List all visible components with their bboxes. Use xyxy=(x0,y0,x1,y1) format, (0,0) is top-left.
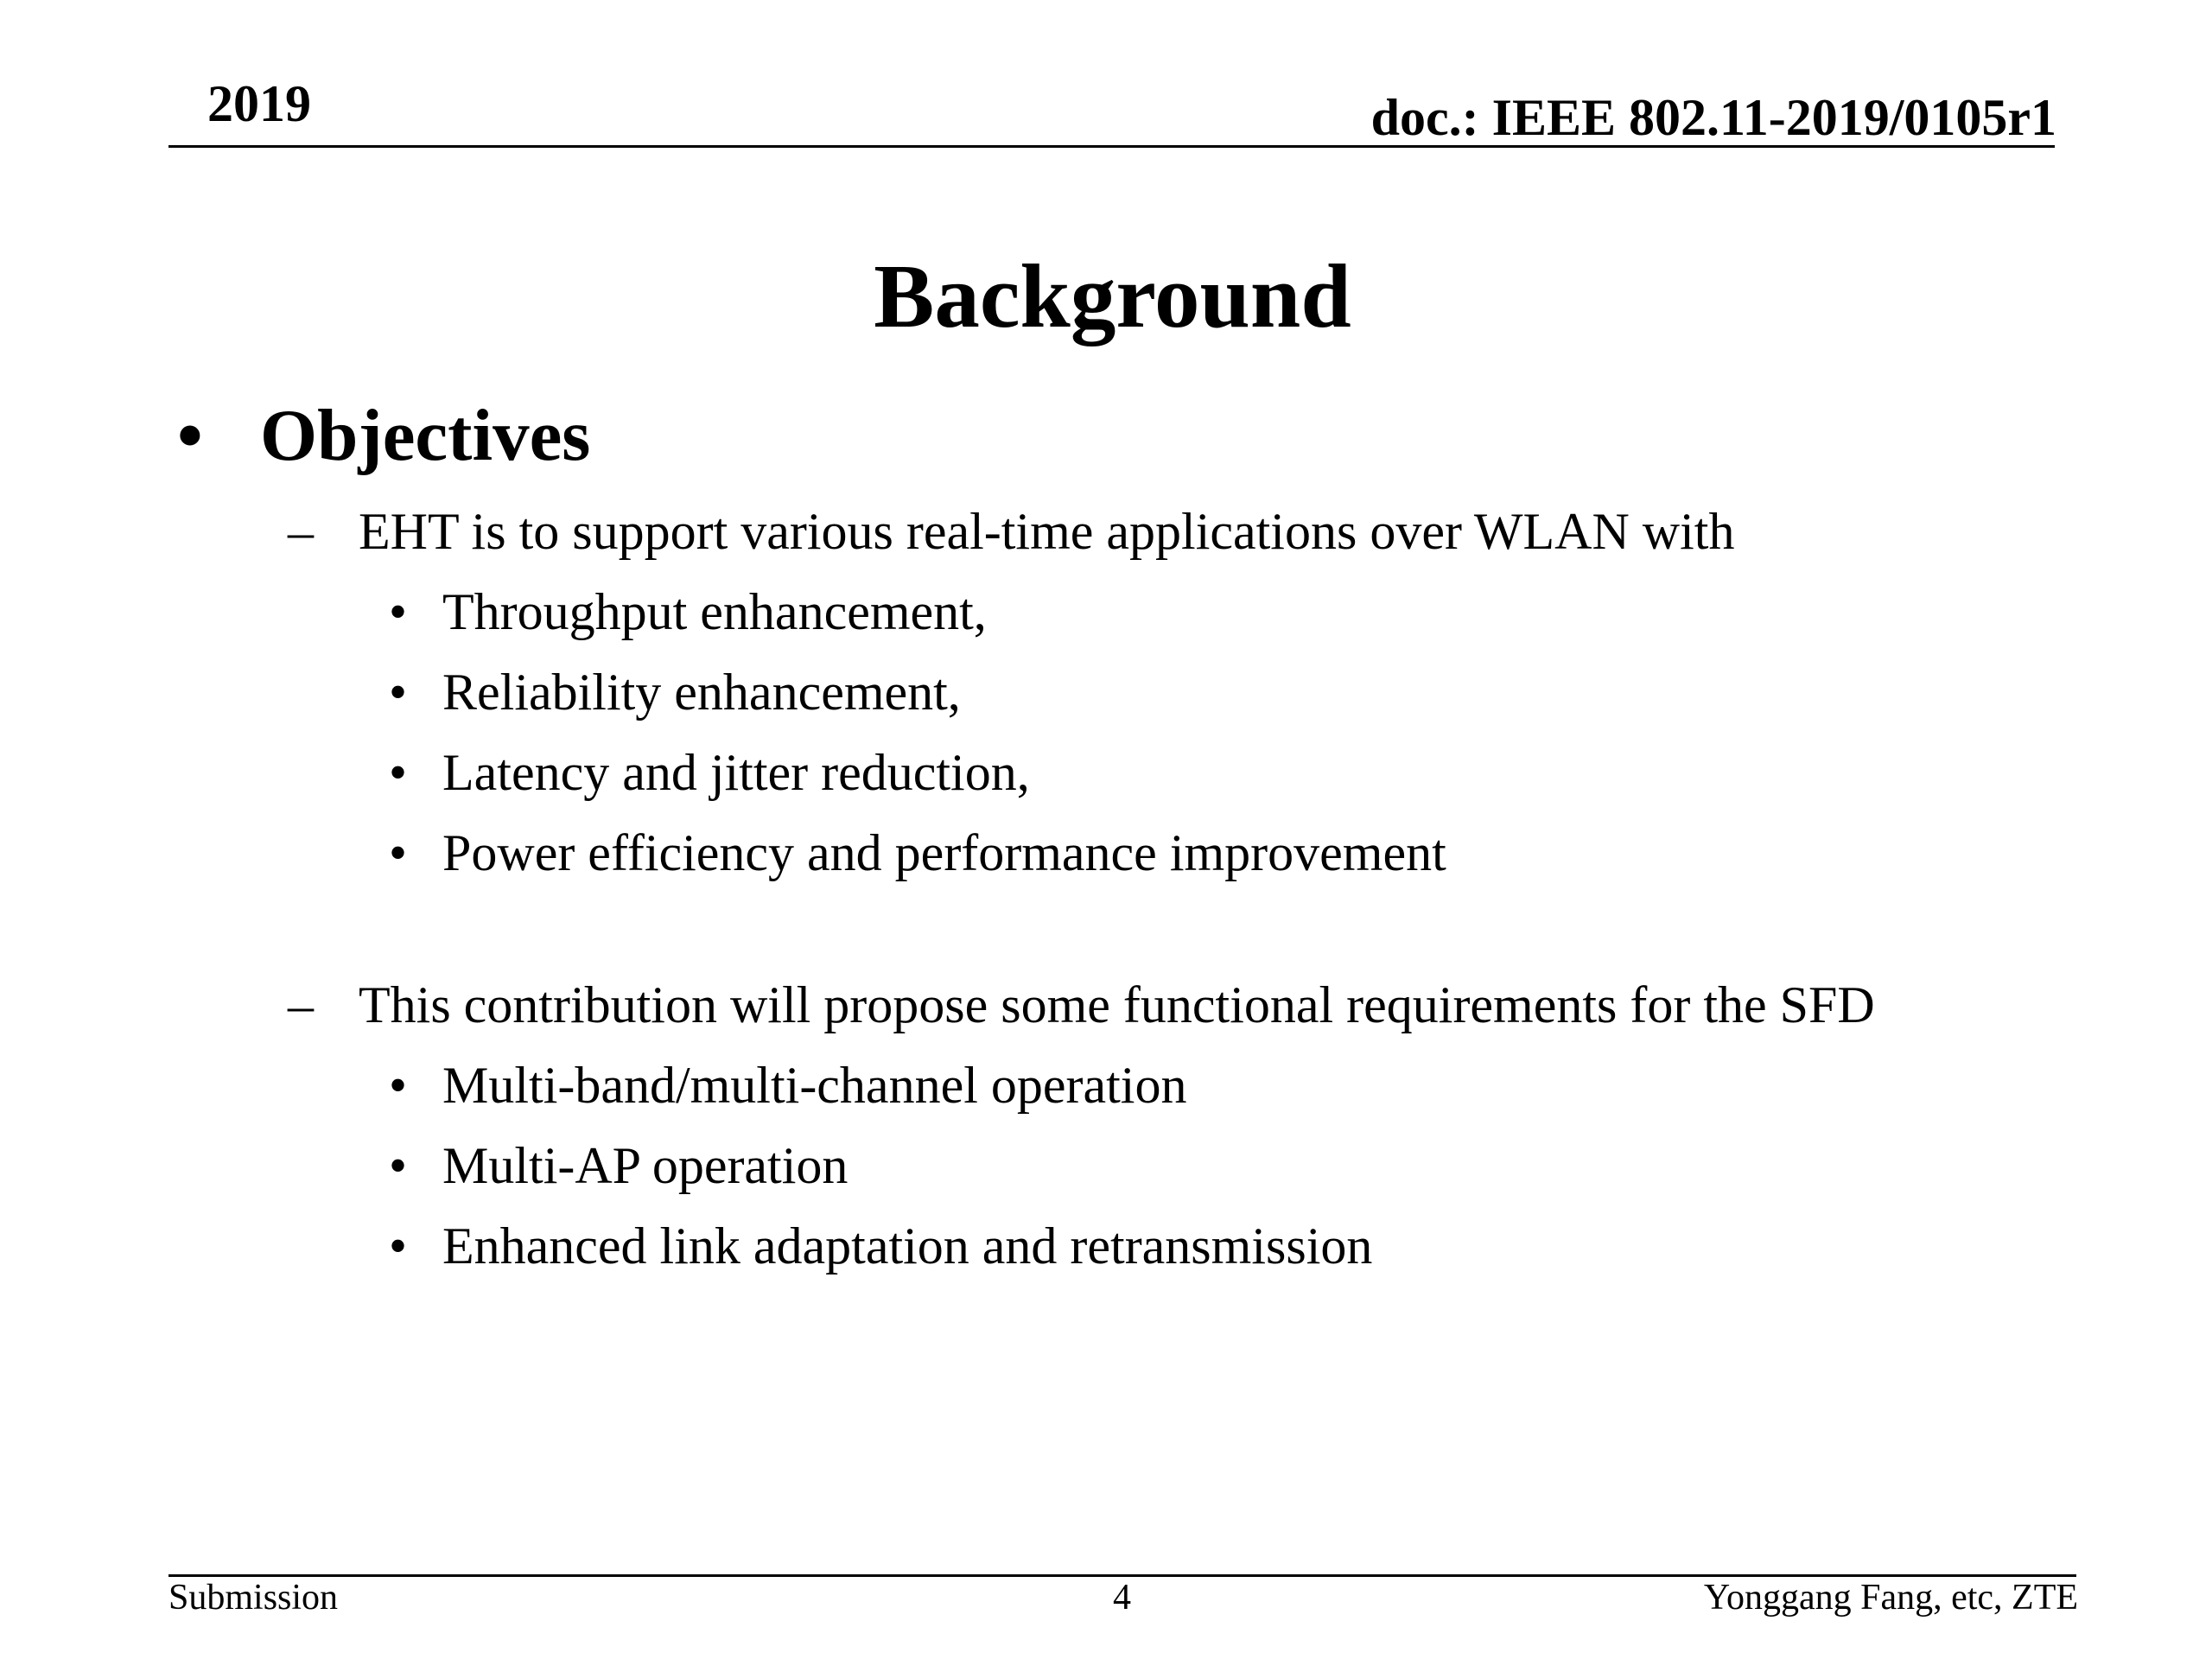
sub-list-item-text: Multi-band/multi-channel operation xyxy=(442,1057,1187,1114)
header-divider xyxy=(168,145,2055,148)
footer-page-number: 4 xyxy=(1113,1578,1131,1618)
bullet-marker: • xyxy=(389,664,408,721)
sub-list-item-text: Power efficiency and performance improvement xyxy=(442,824,1446,881)
bullet-marker: • xyxy=(389,1057,408,1114)
sub-list-item-text: Throughput enhancement, xyxy=(442,583,987,640)
sub-list-item-text: Multi-AP operation xyxy=(442,1137,849,1194)
footer-author: Yonggang Fang, etc, ZTE xyxy=(1703,1578,2078,1618)
bullet-marker: • xyxy=(389,744,408,801)
header-year: 2019 xyxy=(207,75,311,132)
header-doc-id: doc.: IEEE 802.11-2019/0105r1 xyxy=(1370,89,2056,146)
bullet-marker: • xyxy=(389,824,408,881)
sub-list-item-text: Latency and jitter reduction, xyxy=(442,744,1030,801)
bullet-marker: • xyxy=(177,395,203,476)
list-item-text: This contribution will propose some functional requirements for the SFD xyxy=(359,976,1875,1033)
bullet-marker: • xyxy=(389,1137,408,1194)
dash-marker: – xyxy=(288,976,314,1033)
bullet-marker: • xyxy=(389,583,408,640)
sub-list-item-text: Reliability enhancement, xyxy=(442,664,961,721)
bullet-marker: • xyxy=(389,1217,408,1274)
slide-title: Background xyxy=(874,245,1351,346)
sub-list-item-text: Enhanced link adaptation and retransmission xyxy=(442,1217,1373,1274)
footer-divider xyxy=(168,1574,2076,1577)
footer-submission: Submission xyxy=(168,1578,339,1618)
dash-marker: – xyxy=(288,503,314,560)
objectives-heading: Objectives xyxy=(260,395,591,476)
list-item-text: EHT is to support various real-time applications over WLAN with xyxy=(359,503,1735,560)
